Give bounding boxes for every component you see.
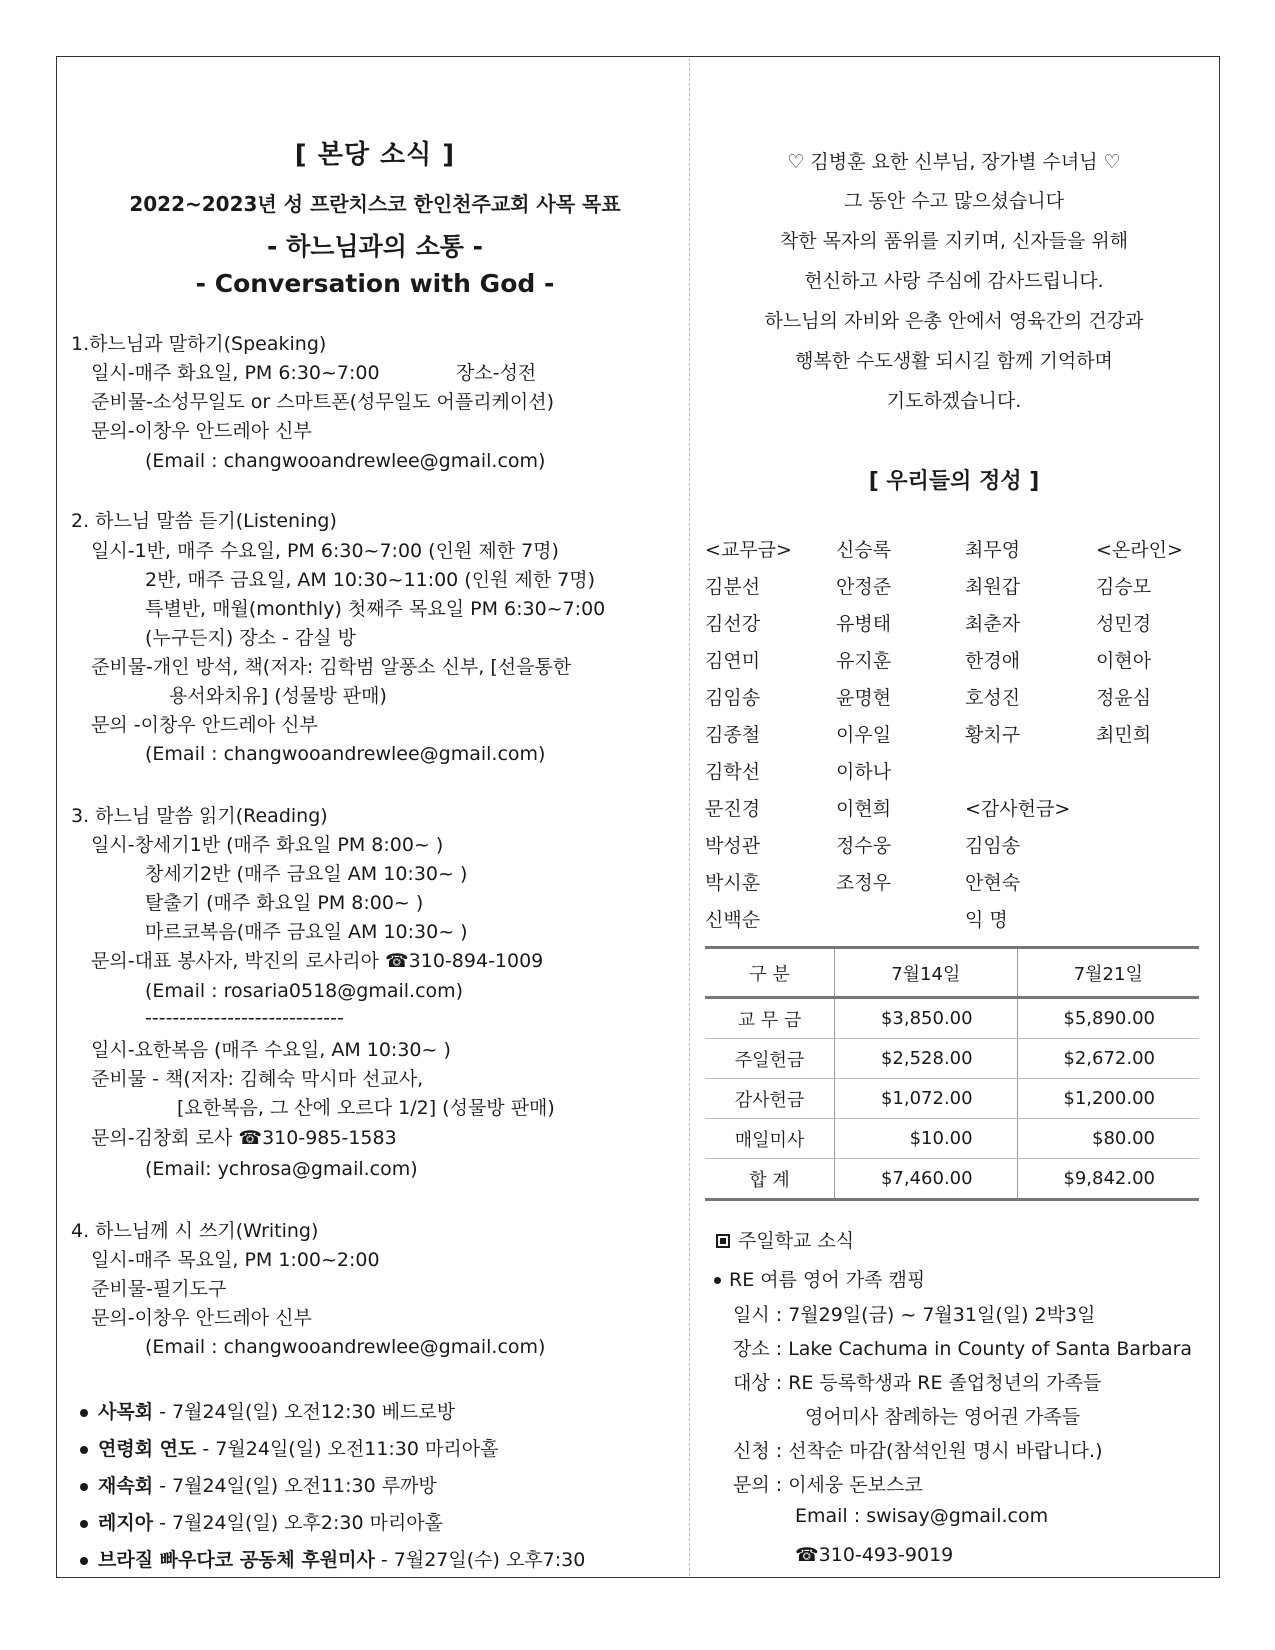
reading-line-3: 탈출기 (매주 화요일 PM 8:00~ ) xyxy=(145,892,424,914)
donor-name: 최원갑 xyxy=(965,576,1021,598)
reading-heading: 3. 하느님 말씀 읽기(Reading) xyxy=(71,805,328,827)
donor-name: 김임송 xyxy=(965,835,1021,857)
farewell-line-5: 하느님의 자비와 은총 안에서 영육간의 건강과 xyxy=(764,310,1144,332)
farewell-line-4: 헌신하고 사랑 주심에 감사드립니다. xyxy=(804,270,1104,292)
speaking-place: 장소-성전 xyxy=(456,362,537,384)
list-item: 연령회 연도 - 7월24일(일) 오전11:30 마리아홀 xyxy=(80,1434,498,1461)
motto-korean: - 하느님과의 소통 - xyxy=(267,232,483,261)
donor-name: 최무영 xyxy=(965,539,1021,561)
reading-line-1: 일시-창세기1반 (매주 화요일 PM 8:00~ ) xyxy=(91,834,444,856)
donor-name: 김연미 xyxy=(705,650,761,672)
school-target: 대상 : RE 등록학생과 RE 졸업청년의 가족들 xyxy=(733,1372,1102,1394)
table-cell: 주일헌금 xyxy=(705,1039,835,1079)
table-cell: $80.00 xyxy=(1017,1119,1199,1159)
list-item: 레지아 - 7월24일(일) 오후2:30 마리아홀 xyxy=(80,1508,443,1535)
writing-heading: 4. 하느님께 시 쓰기(Writing) xyxy=(71,1220,319,1242)
school-signup: 신청 : 선착순 마감(참석인원 명시 바랍니다.) xyxy=(733,1440,1103,1462)
table-row xyxy=(705,1079,1199,1119)
donor-name: 유병태 xyxy=(836,613,892,635)
donor-name: 정수웅 xyxy=(836,835,892,857)
reading-line-2: 창세기2반 (매주 금요일 AM 10:30~ ) xyxy=(145,863,468,885)
donor-name: 윤명현 xyxy=(836,687,892,709)
writing-email: (Email : changwooandrewlee@gmail.com) xyxy=(145,1336,546,1358)
donor-name: <온라인> xyxy=(1096,539,1183,561)
donor-name: 김선강 xyxy=(705,613,761,635)
table-cell: 매일미사 xyxy=(705,1119,835,1159)
donor-name: 김임송 xyxy=(705,687,761,709)
table-row xyxy=(705,998,1199,1039)
listening-line-2: 2반, 매주 금요일, AM 10:30~11:00 (인원 제한 7명) xyxy=(145,569,596,591)
listening-materials: 준비물-개인 방석, 책(저자: 김학범 알퐁소 신부, [선을통한 xyxy=(91,656,572,678)
school-contact: 문의 : 이세웅 돈보스코 xyxy=(733,1474,923,1496)
table-header: 7월21일 xyxy=(1017,948,1199,998)
school-heading: 주일학교 소식 xyxy=(716,1226,854,1253)
section-title: [ 본당 소식 ] xyxy=(294,140,456,170)
table-cell: $2,672.00 xyxy=(1017,1039,1199,1079)
table-row xyxy=(705,1039,1199,1079)
reading-contact: 문의-대표 봉사자, 박진의 로사리아 ☎310-894-1009 xyxy=(91,950,544,972)
pastoral-goal-subtitle: 2022~2023년 성 프란치스코 한인천주교회 사목 목표 xyxy=(129,192,621,216)
table-cell: $9,842.00 xyxy=(1017,1159,1199,1200)
school-email: Email : swisay@gmail.com xyxy=(795,1505,1049,1527)
reading-separator: ----------------------------- xyxy=(145,1007,344,1029)
farewell-line-6: 행복한 수도생활 되시길 함께 기억하며 xyxy=(795,350,1113,372)
farewell-line-1: ♡ 김병훈 요한 신부님, 장가별 수녀님 ♡ xyxy=(787,151,1121,173)
listening-materials-2: 용서와치유] (성물방 판매) xyxy=(169,685,387,707)
donor-name: 이현희 xyxy=(836,798,892,820)
table-header-row xyxy=(705,948,1199,998)
donor-name: 김학선 xyxy=(705,761,761,783)
john-materials-2: [요한복음, 그 산에 오르다 1/2] (성물방 판매) xyxy=(177,1097,555,1119)
donor-name: 황치구 xyxy=(965,724,1021,746)
donor-name: 이우일 xyxy=(836,724,892,746)
offering-table xyxy=(705,946,1199,1201)
donor-name: 박성관 xyxy=(705,835,761,857)
table-cell: $3,850.00 xyxy=(835,998,1018,1039)
donor-name: 이하나 xyxy=(836,761,892,783)
donor-name: <교무금> xyxy=(705,539,792,561)
table-cell: $1,200.00 xyxy=(1017,1079,1199,1119)
donor-name: 최춘자 xyxy=(965,613,1021,635)
farewell-line-3: 착한 목자의 품위를 지키며, 신자들을 위해 xyxy=(779,230,1129,252)
donor-name: 김승모 xyxy=(1096,576,1152,598)
table-cell: $10.00 xyxy=(835,1119,1018,1159)
donor-name: 신백순 xyxy=(705,909,761,931)
donor-title: [ 우리들의 정성 ] xyxy=(868,469,1040,494)
john-materials: 준비물 - 책(저자: 김혜숙 막시마 선교사, xyxy=(91,1068,424,1090)
listening-email: (Email : changwooandrewlee@gmail.com) xyxy=(145,743,546,765)
table-row xyxy=(705,1119,1199,1159)
motto-english: - Conversation with God - xyxy=(195,269,555,298)
writing-materials: 준비물-필기도구 xyxy=(91,1278,227,1300)
john-schedule: 일시-요한복음 (매주 수요일, AM 10:30~ ) xyxy=(91,1039,451,1061)
table-cell: 합 계 xyxy=(705,1159,835,1200)
square-bullet-icon xyxy=(716,1234,730,1248)
donor-name: 정윤심 xyxy=(1096,687,1152,709)
donor-name: 문진경 xyxy=(705,798,761,820)
reading-line-4: 마르코복음(매주 금요일 AM 10:30~ ) xyxy=(145,921,468,943)
donor-name: 익 명 xyxy=(965,909,1008,931)
table-cell: $7,460.00 xyxy=(835,1159,1018,1200)
table-row xyxy=(705,1159,1199,1200)
donor-name: <감사헌금> xyxy=(965,798,1071,820)
table-header: 구 분 xyxy=(705,948,835,998)
list-item: 사목회 - 7월24일(일) 오전12:30 베드로방 xyxy=(80,1397,455,1424)
speaking-schedule: 일시-매주 화요일, PM 6:30~7:00 xyxy=(91,362,380,384)
donor-name: 안현숙 xyxy=(965,872,1021,894)
school-date: 일시 : 7월29일(금) ~ 7월31일(일) 2박3일 xyxy=(733,1304,1096,1326)
list-item: 브라질 빠우다코 공동체 후원미사 - 7월27일(수) 오후7:30 xyxy=(80,1545,585,1572)
listening-line-3: 특별반, 매월(monthly) 첫째주 목요일 PM 6:30~7:00 xyxy=(145,598,606,620)
school-target-2: 영어미사 참례하는 영어권 가족들 xyxy=(805,1406,1081,1428)
list-item: 재속회 - 7월24일(일) 오전11:30 루까방 xyxy=(80,1471,437,1498)
table-header: 7월14일 xyxy=(835,948,1018,998)
donor-name: 최민희 xyxy=(1096,724,1152,746)
school-event: RE 여름 영어 가족 캠핑 xyxy=(714,1265,925,1292)
table-cell: $2,528.00 xyxy=(835,1039,1018,1079)
donor-name: 한경애 xyxy=(965,650,1021,672)
listening-contact: 문의 -이창우 안드레아 신부 xyxy=(91,714,318,736)
table-cell: 교 무 금 xyxy=(705,998,835,1039)
listening-line-1: 일시-1반, 매주 수요일, PM 6:30~7:00 (인원 제한 7명) xyxy=(91,540,559,562)
listening-heading: 2. 하느님 말씀 듣기(Listening) xyxy=(71,510,337,532)
donor-name: 성민경 xyxy=(1096,613,1152,635)
donor-name: 조정우 xyxy=(836,872,892,894)
speaking-materials: 준비물-소성무일도 or 스마트폰(성무일도 어플리케이션) xyxy=(91,391,555,413)
donor-name: 이현아 xyxy=(1096,650,1152,672)
table-cell: $5,890.00 xyxy=(1017,998,1199,1039)
donor-name: 안정준 xyxy=(836,576,892,598)
john-contact: 문의-김창회 로사 ☎310-985-1583 xyxy=(91,1127,397,1149)
school-place: 장소 : Lake Cachuma in County of Santa Barbara xyxy=(733,1338,1193,1360)
donor-name: 김종철 xyxy=(705,724,761,746)
donor-name: 호성진 xyxy=(965,687,1021,709)
speaking-contact: 문의-이창우 안드레아 신부 xyxy=(91,420,312,442)
speaking-email: (Email : changwooandrewlee@gmail.com) xyxy=(145,450,546,472)
school-phone: ☎310-493-9019 xyxy=(795,1544,954,1566)
speaking-heading: 1.하느님과 말하기(Speaking) xyxy=(71,333,327,355)
donor-name: 김분선 xyxy=(705,576,761,598)
farewell-line-7: 기도하겠습니다. xyxy=(886,390,1022,412)
farewell-line-2: 그 동안 수고 많으셨습니다 xyxy=(843,190,1064,212)
writing-contact: 문의-이창우 안드레아 신부 xyxy=(91,1307,312,1329)
donor-name: 유지훈 xyxy=(836,650,892,672)
john-email: (Email: ychrosa@gmail.com) xyxy=(145,1158,418,1180)
writing-schedule: 일시-매주 목요일, PM 1:00~2:00 xyxy=(91,1249,380,1271)
reading-email: (Email : rosaria0518@gmail.com) xyxy=(145,980,464,1002)
donor-name: 박시훈 xyxy=(705,872,761,894)
donor-name: 신승록 xyxy=(836,539,892,561)
listening-line-4: (누구든지) 장소 - 감실 방 xyxy=(145,627,357,649)
table-cell: $1,072.00 xyxy=(835,1079,1018,1119)
table-cell: 감사헌금 xyxy=(705,1079,835,1119)
